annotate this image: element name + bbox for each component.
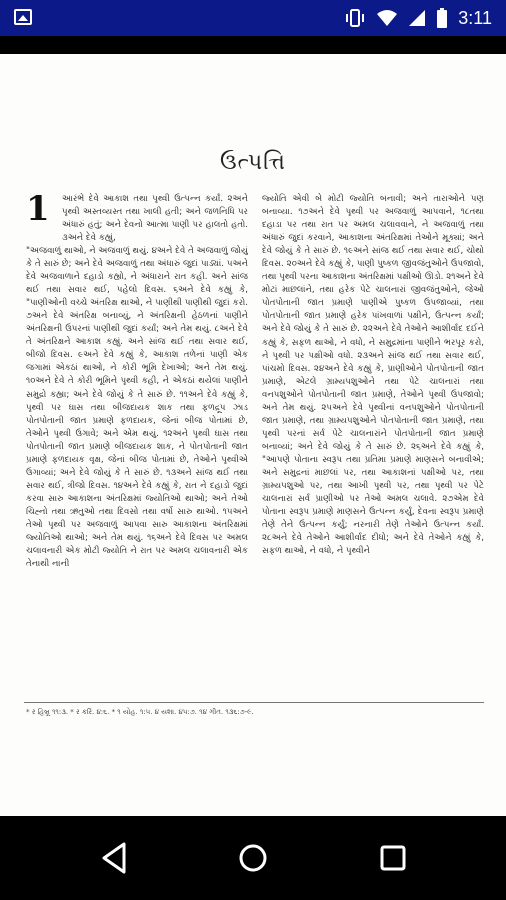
book-title: ઉત્પત્તિ	[220, 150, 286, 175]
navigation-bar	[0, 816, 506, 900]
back-button[interactable]	[94, 840, 134, 876]
right-column	[262, 193, 484, 701]
left-column-text: "અજવાળું થાઓ, ને અજવાળું થયું. ૪અને દેવે તે અજવાળું જોયું કે તે સારું છે; અને દેવે અજવાળું તથા અંધારું જુદાં પાડ્યાં. ૫અને દેવે અજવાળાને દહાડો કહ્યો, ને અંધારાને રાત કહી. અને સાંજ થઈ તથા સવાર થઈ, પહેલો દિવસ. ૬અને દેવે કહ્યું કે, "પાણીઓની વચ્ચે અંતરિક્ષ થાઓ, ને પાણીથી પાણીથી જુદાં કરો. ૭અને દેવે અંતરિક્ષ બનાવ્યું, ને અંતરિક્ષની હેઠળનાં પાણીને અંતરિક્ષની ઉપરનાં પાણીથી જુદાં કર્યાં; અને તેમ થયું. ૮અને દેવે તે અંતરિક્ષને આકાશ કહ્યું. અને સાંજ થઈ તથા સવાર થઈ, બીજો દિવસ. ૯અને દેવે કહ્યું કે, આકાશ તળેનાં પાણી એક જગામાં એકઠાં થાઓ, ને કોરી ભૂમિ દેખાઓ; અને તેમ થયું. ૧૦અને દેવે તે કોરી ભૂમિને પૃથ્વી કહી, ને એકઠાં થયેલાં પાણીને સમુદ્રો કહ્યા; અને દેવે જોયું કે તે સારું છે. ૧૧અને દેવે કહ્યું કે, પૃથ્વી પર ઘાસ તથા બીજદાયક શાક તથા ફળદ્રૂપ ઝાડ પોતપોતાની જાત પ્રમાણે ફળદાયક, જેનાં બીજ પોતામાં છે, તેઓને પૃથ્વી ઉગાવે; અને એમ થયું. ૧૨અને પૃથ્વી ઘાસ તથા પોતપોતાની જાત પ્રમાણે બીજદાયક શાક, ને પોતપોતાની જાત પ્રમાણે ફળદાયક વૃક્ષ, જેનાં બીજ પોતામાં છે, તેઓને પૃથ્વીએ ઉગાવ્યાં; અને દેવે જોયું કે તે સારું છે. ૧૩અને સાંજ થઈ તથા સવાર થઈ, ત્રીજો દિવસ. ૧૪અને દેવે કહ્યું કે, રાત ને દહાડો જુદાં કરવા સારુ આકાશના અંતરિક્ષમાં જ્યોતિઓ થાઓ; અને તેઓ ચિહ્નો તથા ઋતુઓ તથા દિવસો તથા વર્ષો સારુ થાઓ. ૧૫અને તેઓ પૃથ્વી પર અજવાળું આપવા સારુ આકાશના અંતરિક્ષમાં જ્યોતિઓ થાઓ; અને તેમ થયું. ૧૬અને દેવે દિવસ પર અમલ ચલાવનારી એક મોટી જ્યોતિ ને રાત પર અમલ ચલાવનારી એક તેનાથી નાની	[26, 246, 248, 570]
wifi-icon	[376, 9, 398, 27]
clock: 3:11	[458, 7, 492, 28]
left-column-first	[62, 193, 248, 245]
signal-icon	[408, 9, 426, 27]
chapter-number: 1	[26, 189, 50, 229]
right-column-text: જ્યોતિ એવી બે મોટી જ્યોતિ બનાવી; અને તારાઓને પણ બનાવ્યા. ૧૭અને દેવે પૃથ્વી પર અજવાળું આપવાને, ૧૮તથા દહાડા પર તથા રાત પર અમલ ચલાવવાને, ને અજવાળું તથા અંધારું જુદાં કરવાને, આકાશના અંતરિક્ષમાં તેઓને મૂક્યાં; અને દેવે જોયું કે તે સારું છે. ૧૯અને સાંજ થઈ તથા સવાર થઈ, ચોથો દિવસ. ૨૦અને દેવે કહ્યું કે, પાણી પુષ્કળ જીવજંતુઓને ઉપજાવો, તથા પૃથ્વી પરના આકાશના અંતરિક્ષમાં પક્ષીઓ ઊડો. ૨૧અને દેવે મોટાં માછલાંને, તથા હરેક પેટે ચાલનારાં જીવજંતુઓને, જેઓ પોતપોતાની જાત પ્રમાણે પાણીએ પુષ્કળ ઉપજાવ્યાં, તથા પોતપોતાની જાત પ્રમાણે હરેક પાંખવાળાં પક્ષીને, ઉત્પન્ન કર્યાં; અને દેવે જોયું કે તે સારું છે. ૨૨અને દેવે તેઓને આશીર્વાદ દઈને કહ્યું કે, સફળ થાઓ, ને વધો, ને સમુદ્રમાંના પાણીને ભરપૂર કરો, ને પૃથ્વી પર પક્ષીઓ વધો. ૨૩અને સાંજ થઈ તથા સવાર થઈ, પાંચમો દિવસ. ૨૪અને દેવે કહ્યું કે, પ્રાણીઓને પોતપોતાની જાત પ્રમાણે, એટલે ગ્રામ્યપશુઓને તથા પેટે ચાલનારાં તથા વનપશુઓને પોતપોતાની જાત પ્રમાણે, તેઓને પૃથ્વી ઉપજાવો; અને તેમ થયું. ૨૫અને દેવે પૃથ્વીનાં વનપશુઓને પોતપોતાની જાત પ્રમાણે, તથા ગ્રામ્યપશુઓને પોતપોતાની જાત પ્રમાણે, તથા પૃથ્વી પરનાં સર્વ પેટે ચાલનારાંને પોતપોતાની જાત પ્રમાણે બનાવ્યાં; અને દેવે જોયું કે તે સારું છે. ૨૬અને દેવે કહ્યું કે, "આપણે પોતાના સ્વરૂપ તથા પ્રતિમા પ્રમાણે માણસને બનાવીએ; અને સમુદ્રનાં માછલાં પર, તથા આકાશનાં પક્ષીઓ પર, તથા ગ્રામ્યપશુઓ પર, તથા આખી પૃથ્વી પર, તથા પૃથ્વી પર પેટે ચાલનારાં સર્વ પ્રાણીઓ પર તેઓ અમલ ચલાવે. ૨૭એમ દેવે પોતાના સ્વરૂપ પ્રમાણે માણસને ઉત્પન્ન કર્યું, દેવના સ્વરૂપ પ્રમાણે તેણે તેને ઉત્પન્ન કર્યું; નરનારી તેણે તેઓને ઉત્પન્ન કર્યાં. ૨૮અને દેવે તેઓને આશીર્વાદ દીધો; અને દેવે તેઓને કહ્યું કે, સફળ થાઓ, ને વધો, ને પૃથ્વીને	[262, 194, 484, 557]
footnotes: * ર હિબ્રૂ ૧૧:૩. * ર કરિં. ૪:૬. * ૧ યોહ. ૧:૫. ૪ યશા. ૪૫:૭. ૧૪ ગીત. ૧૩૬:૭-૯.	[26, 708, 254, 716]
status-icons	[344, 0, 492, 36]
image-notification-icon	[14, 9, 32, 25]
recents-button[interactable]	[373, 840, 413, 876]
footnote-rule	[24, 702, 484, 703]
left-column	[26, 245, 248, 701]
status-bar	[0, 0, 506, 36]
home-button[interactable]	[233, 840, 273, 876]
battery-icon	[436, 8, 448, 28]
toolbar-strip	[0, 36, 506, 54]
page-image[interactable]	[0, 54, 506, 816]
vibrate-icon	[344, 9, 366, 27]
left-column-first-text: આરંભે દેવે આકાશ તથા પૃથ્વી ઉત્પન્ન કર્યાં. ૨અને પૃથ્વી અસ્તવ્યસ્ત તથા ખાલી હતી; અને જળનિધિ પર અંધારું હતું; અને દેવનો આત્મા પાણી પર હાલતો હતો. ૩અને દેવે કહ્યું,	[62, 194, 248, 244]
